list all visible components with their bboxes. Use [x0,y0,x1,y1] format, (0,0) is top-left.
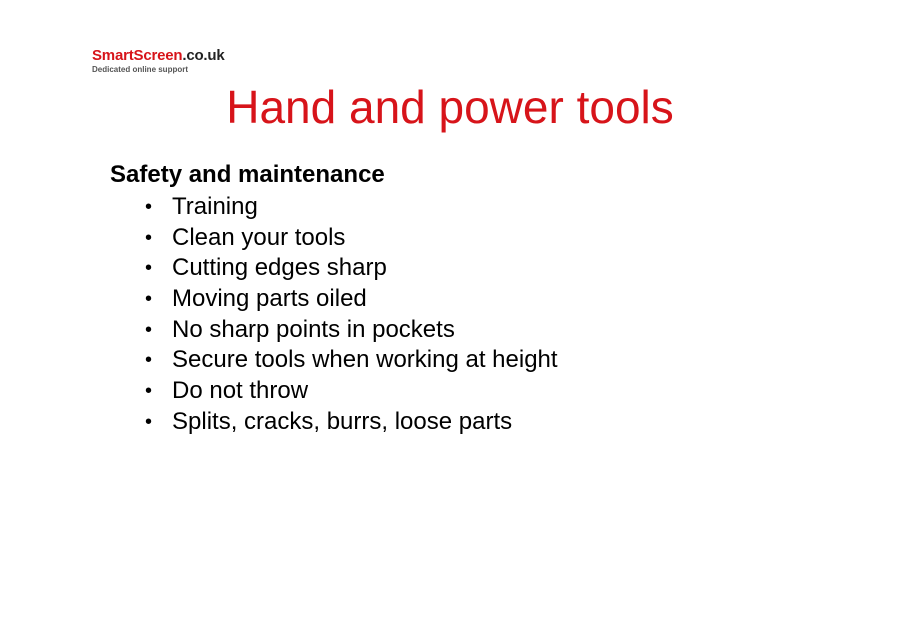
smartscreen-logo [92,48,225,74]
bullet-item [145,376,558,407]
bullet-icon: • [145,226,153,249]
bullet-text: Do not throw [172,377,309,405]
bullet-text: Training [172,193,258,220]
slide-title: Hand and power tools [226,81,674,133]
bullet-item [145,284,558,315]
bullet-icon: • [145,410,153,433]
bullet-icon: • [145,349,153,372]
bullet-icon: • [145,288,153,311]
bullet-item [145,345,558,376]
bullet-icon: • [145,380,153,403]
slide-subtitle: Safety and maintenance [110,161,385,188]
bullet-text: Moving parts oiled [172,285,367,313]
bullet-icon: • [145,196,153,218]
bullet-text: Clean your tools [172,223,346,251]
bullet-text: Cutting edges sharp [172,254,387,282]
bullet-text: Splits, cracks, burrs, loose parts [172,407,513,435]
logo-domain: .co.uk [182,47,225,64]
bullet-item [145,253,558,284]
bullet-list [145,192,558,438]
bullet-item [145,223,558,254]
bullet-icon: • [145,257,153,280]
bullet-item [145,192,558,223]
logo-brand: SmartScreen [92,47,183,64]
bullet-text: Secure tools when working at height [172,346,558,374]
bullet-item [145,407,558,438]
bullet-item [145,315,558,346]
logo-tagline: Dedicated online support [92,65,189,74]
logo-wordmark [92,48,225,63]
bullet-icon: • [145,318,153,341]
bullet-text: No sharp points in pockets [172,315,455,343]
